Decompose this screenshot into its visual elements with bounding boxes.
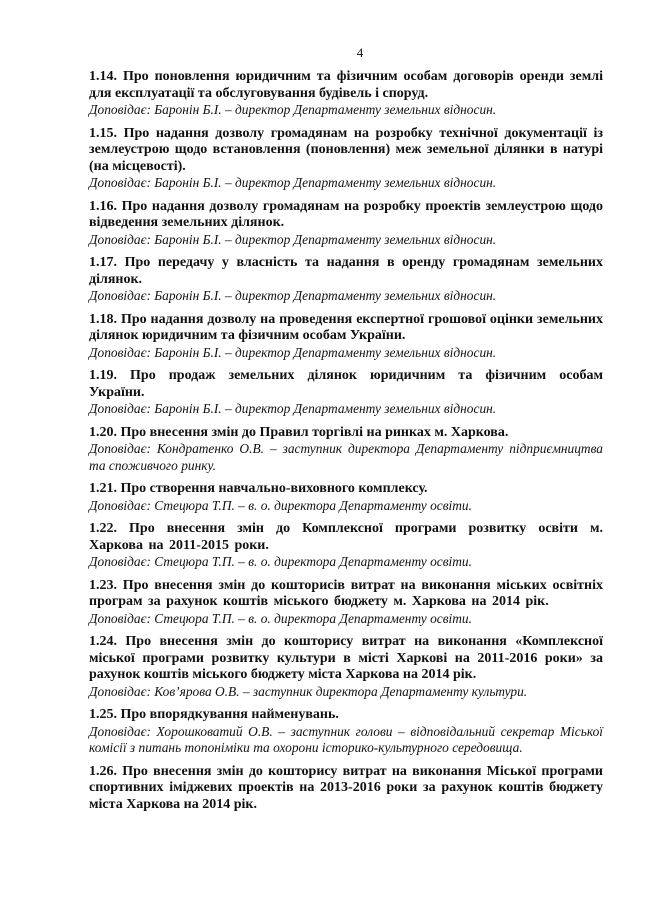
- agenda-item-1-14: [89, 69, 603, 119]
- agenda-item-1-21: [89, 481, 603, 514]
- agenda-item-1-15: [89, 126, 603, 192]
- item-title: 1.23. Про внесення змін до кошторисів витрат на виконання міських освітніх програм за рахунок коштів міського бюджету м. Харкова на 2014 рік.: [89, 577, 603, 609]
- agenda-item-1-17: [89, 255, 603, 305]
- agenda-item-1-25: [89, 707, 603, 757]
- item-speaker: Доповідає: Стецюра Т.П. – в. о. директора Департаменту освіти.: [89, 497, 472, 513]
- agenda-item-1-22: [89, 521, 603, 571]
- agenda-item-1-26: [89, 764, 603, 814]
- item-title: 1.18. Про надання дозволу на проведення експертної грошової оцінки земельних ділянок юридичним та фізичним особам України.: [89, 311, 603, 343]
- agenda-item-1-24: [89, 634, 603, 700]
- item-title: 1.20. Про внесення змін до Правил торгівлі на ринках м. Харкова.: [89, 424, 509, 440]
- item-title: 1.25. Про впорядкування найменувань.: [89, 707, 339, 722]
- item-speaker: Доповідає: Стецюра Т.П. – в. о. директора Департаменту освіти.: [89, 610, 472, 626]
- item-speaker: Доповідає: Хорошковатий О.В. – заступник голови – відповідальний секретар Міської комісії з питань топоніміки та охорони історико-культурного середовища.: [89, 723, 603, 755]
- agenda-item-1-19: [89, 368, 603, 418]
- page-number: 4: [356, 45, 364, 60]
- item-title: 1.15. Про надання дозволу громадянам на розробку технічної документації із землеустрою щодо встановлення (поновлення) меж земельної ділянки в натурі (на місцевості).: [89, 125, 603, 174]
- item-speaker: Доповідає: Баронін Б.І. – директор Департаменту земельних відносин.: [89, 175, 497, 190]
- item-title: 1.24. Про внесення змін до кошторису витрат на виконання «Комплексної міської програми розвитку культури в місті Харкові на 2011-2016 роки» за рахунок коштів міського бюджету міста Харкова на 2014 рік.: [89, 634, 603, 682]
- item-speaker: Доповідає: Ков’ярова О.В. – заступник директора Департаменту культури.: [89, 683, 528, 699]
- item-title: 1.22. Про внесення змін до Комплексної програми розвитку освіти м. Харкова на 2011-2015 роки.: [89, 521, 603, 553]
- item-title: 1.21. Про створення навчально-виховного комплексу.: [89, 481, 428, 496]
- agenda-item-1-20: [89, 425, 603, 475]
- agenda-item-1-18: [89, 312, 603, 362]
- item-title: 1.16. Про надання дозволу громадянам на розробку проектів землеустрою щодо відведення земельних ділянок.: [89, 198, 603, 230]
- agenda-item-1-23: [89, 578, 603, 628]
- item-speaker: Доповідає: Кондратенко О.В. – заступник директора Департаменту підприємництва та споживчого ринку.: [89, 441, 603, 473]
- item-title: 1.17. Про передачу у власність та надання в оренду громадянам земельних ділянок.: [89, 255, 603, 287]
- item-title: 1.26. Про внесення змін до кошторису витрат на виконання Міської програми спортивних іміджевих проектів на 2013-2016 роки за рахунок коштів бюджету міста Харкова на 2014 рік.: [89, 763, 603, 812]
- item-speaker: Доповідає: Баронін Б.І. – директор Департаменту земельних відносин.: [89, 231, 497, 247]
- item-speaker: Доповідає: Баронін Б.І. – директор Департаменту земельних відносин.: [89, 102, 497, 117]
- item-title: 1.14. Про поновлення юридичним та фізичним особам договорів оренди землі для експлуатації та обслуговування будівель і споруд.: [89, 69, 603, 101]
- item-speaker: Доповідає: Баронін Б.І. – директор Департаменту земельних відносин.: [89, 401, 497, 416]
- item-speaker: Доповідає: Баронін Б.І. – директор Департаменту земельних відносин.: [89, 344, 497, 360]
- item-speaker: Доповідає: Баронін Б.І. – директор Департаменту земельних відносин.: [89, 288, 497, 303]
- agenda-item-1-16: [89, 199, 603, 249]
- item-title: 1.19. Про продаж земельних ділянок юридичним та фізичним особам України.: [89, 368, 603, 400]
- item-speaker: Доповідає: Стецюра Т.П. – в. о. директора Департаменту освіти.: [89, 554, 472, 569]
